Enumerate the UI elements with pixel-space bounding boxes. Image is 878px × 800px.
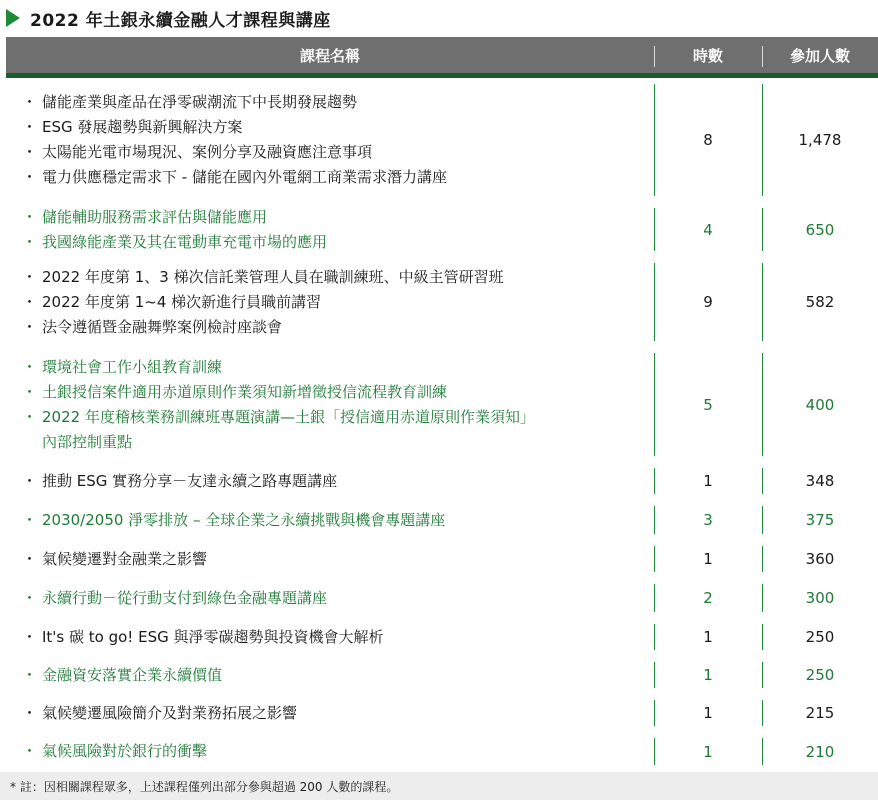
participants-cell: 210 <box>762 732 878 771</box>
play-arrow-icon <box>6 9 20 27</box>
course-item <box>22 663 654 688</box>
course-cell <box>6 547 654 572</box>
table-row <box>6 578 878 618</box>
bullet-icon: ・ <box>22 292 38 311</box>
participants-cell: 215 <box>762 694 878 732</box>
bullet-icon: ・ <box>22 232 38 251</box>
table-row <box>6 462 878 500</box>
course-name: 環境社會工作小組教育訓練 <box>42 357 223 376</box>
course-item <box>22 380 654 405</box>
course-item <box>22 405 654 430</box>
bullet-icon: ・ <box>22 471 38 490</box>
course-name: 推動 ESG 實務分享－友達永續之路專題講座 <box>42 471 338 490</box>
bullet-icon: ・ <box>22 267 38 286</box>
table-row <box>6 257 878 347</box>
participants-cell: 375 <box>762 500 878 540</box>
bullet-icon: ・ <box>22 357 38 376</box>
course-cell <box>6 586 654 611</box>
course-name: 氣候變遷對金融業之影響 <box>42 549 208 568</box>
course-name: 2030/2050 淨零排放 – 全球企業之永續挑戰與機會專題講座 <box>42 510 446 529</box>
title-bar <box>6 4 331 32</box>
course-name: 電力供應穩定需求下 - 儲能在國內外電網工商業需求潛力講座 <box>42 168 447 186</box>
hours-cell: 5 <box>654 347 762 462</box>
bullet-icon: ・ <box>22 207 38 226</box>
hours-cell: 3 <box>654 500 762 540</box>
table-header <box>6 37 878 73</box>
page-title: 2022 年土銀永續金融人才課程與講座 <box>30 10 331 31</box>
course-item <box>22 508 654 533</box>
header-participants: 參加人數 <box>762 37 878 73</box>
bullet-icon: ・ <box>22 549 38 568</box>
participants-cell: 360 <box>762 540 878 578</box>
course-item <box>22 547 654 572</box>
hours-cell: 1 <box>654 694 762 732</box>
participants-cell: 250 <box>762 656 878 694</box>
bullet-icon: ・ <box>22 588 38 607</box>
hours-cell: 1 <box>654 656 762 694</box>
course-name: 金融資安落實企業永續價值 <box>42 665 223 684</box>
bullet-icon: ・ <box>22 317 38 336</box>
course-cell <box>6 355 654 455</box>
course-cell <box>6 663 654 688</box>
table-row <box>6 78 878 202</box>
hours-cell: 1 <box>654 540 762 578</box>
participants-cell: 400 <box>762 347 878 462</box>
bullet-icon: ・ <box>22 382 38 401</box>
participants-cell: 348 <box>762 462 878 500</box>
course-name: 儲能輔助服務需求評估與儲能應用 <box>42 207 268 226</box>
table-row <box>6 618 878 656</box>
course-item <box>22 265 654 290</box>
participants-cell: 1,478 <box>762 78 878 202</box>
bullet-icon: ・ <box>22 510 38 529</box>
course-cell <box>6 205 654 255</box>
bullet-icon: ・ <box>22 703 38 722</box>
bullet-icon: ・ <box>22 118 38 136</box>
course-table <box>6 37 878 771</box>
course-item <box>22 205 654 230</box>
hours-cell: 1 <box>654 732 762 771</box>
course-cell <box>6 625 654 650</box>
participants-cell: 250 <box>762 618 878 656</box>
hours-cell: 1 <box>654 618 762 656</box>
course-name: It's 碳 to go! ESG 與淨零碳趨勢與投資機會大解析 <box>42 627 384 646</box>
table-row <box>6 347 878 462</box>
course-name: 儲能產業與產品在淨零碳潮流下中長期發展趨勢 <box>42 93 358 111</box>
course-name: 氣候風險對於銀行的衝擊 <box>42 742 208 760</box>
hours-cell: 9 <box>654 257 762 347</box>
course-name: 2022 年度稽核業務訓練班專題演講—土銀「授信適用赤道原則作業須知」 <box>42 407 535 426</box>
table-row <box>6 656 878 694</box>
course-item <box>22 469 654 494</box>
table-row <box>6 694 878 732</box>
course-name: 太陽能光電市場現況、案例分享及融資應注意事項 <box>42 143 373 161</box>
header-hours: 時數 <box>654 37 762 73</box>
course-item <box>22 586 654 611</box>
bullet-icon: ・ <box>22 168 38 186</box>
course-item <box>22 739 654 764</box>
course-item <box>22 140 654 165</box>
participants-cell: 582 <box>762 257 878 347</box>
course-item <box>22 701 654 726</box>
course-item <box>22 625 654 650</box>
course-name: 氣候變遷風險簡介及對業務拓展之影響 <box>42 703 298 722</box>
course-name: 永續行動－從行動支付到綠色金融專題講座 <box>42 588 328 607</box>
bullet-icon: ・ <box>22 407 38 426</box>
course-name: 土銀授信案件適用赤道原則作業須知新增徵授信流程教育訓練 <box>42 382 448 401</box>
bullet-icon: ・ <box>22 665 38 684</box>
course-cell <box>6 469 654 494</box>
hours-cell: 4 <box>654 202 762 257</box>
course-name: ESG 發展趨勢與新興解決方案 <box>42 118 243 136</box>
course-name: 法令遵循暨金融舞弊案例檢討座談會 <box>42 317 283 336</box>
course-cell <box>6 508 654 533</box>
hours-cell: 8 <box>654 78 762 202</box>
course-name: 我國綠能產業及其在電動車充電市場的應用 <box>42 232 328 251</box>
course-name: 2022 年度第 1~4 梯次新進行員職前講習 <box>42 292 322 311</box>
course-item <box>22 290 654 315</box>
bullet-icon: ・ <box>22 143 38 161</box>
participants-cell: 300 <box>762 578 878 618</box>
course-cell <box>6 90 654 190</box>
table-row <box>6 540 878 578</box>
course-item <box>22 90 654 115</box>
course-item <box>22 230 654 255</box>
hours-cell: 1 <box>654 462 762 500</box>
course-name-continuation: 內部控制重點 <box>42 432 133 451</box>
table-row <box>6 202 878 257</box>
table-row <box>6 500 878 540</box>
bullet-icon: ・ <box>22 93 38 111</box>
course-cell <box>6 701 654 726</box>
course-item <box>22 165 654 190</box>
course-item <box>22 115 654 140</box>
participants-cell: 650 <box>762 202 878 257</box>
course-name: 2022 年度第 1、3 梯次信託業管理人員在職訓練班、中級主管研習班 <box>42 267 504 286</box>
course-cell <box>6 265 654 340</box>
header-course: 課程名稱 <box>299 46 360 65</box>
course-item <box>22 315 654 340</box>
hours-cell: 2 <box>654 578 762 618</box>
table-row <box>6 732 878 771</box>
bullet-icon: ・ <box>22 742 38 760</box>
footnote: * 註：因相關課程眾多，上述課程僅列出部分參與超過 200 人數的課程。 <box>0 772 878 800</box>
bullet-icon: ・ <box>22 627 38 646</box>
table-body <box>6 78 878 771</box>
course-cell <box>6 739 654 764</box>
course-item <box>22 355 654 380</box>
